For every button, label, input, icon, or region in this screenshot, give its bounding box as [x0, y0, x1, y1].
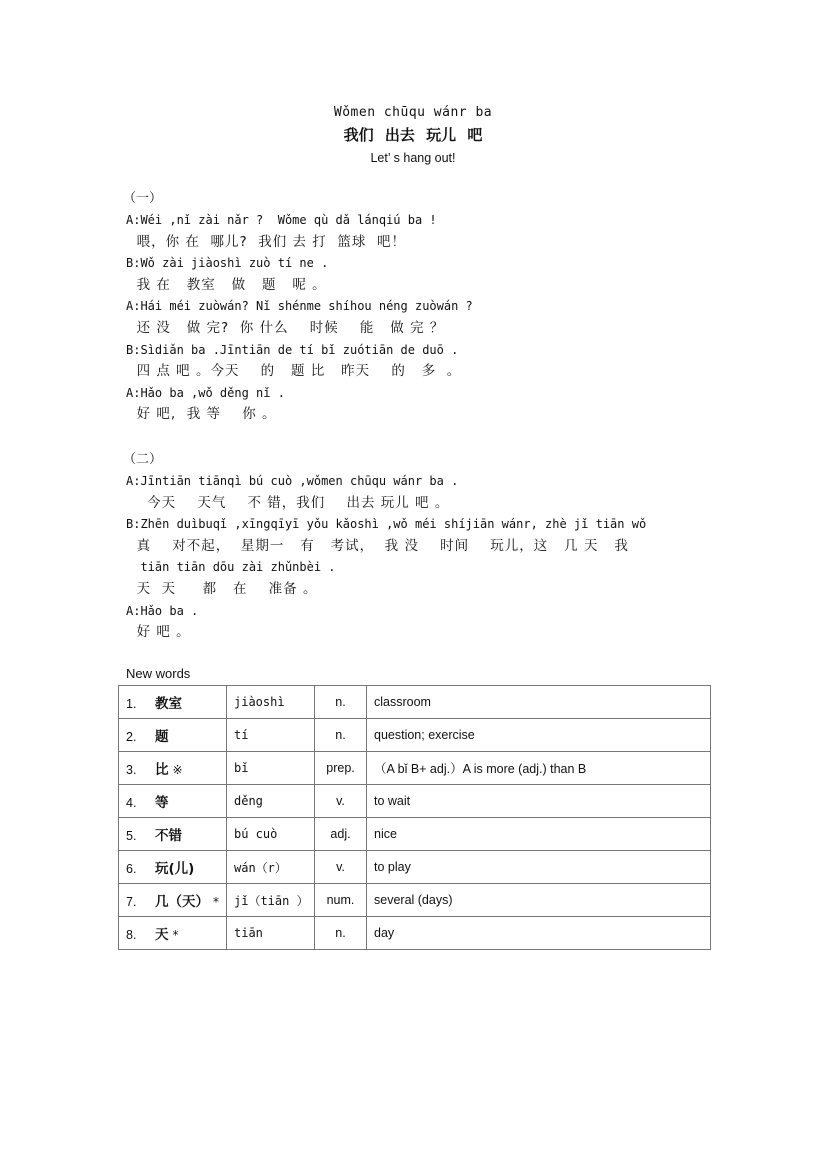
- word-part-of-speech: prep.: [315, 752, 367, 785]
- dialogue-pinyin-line: B:Sìdiǎn ba .Jīntiān de tí bǐ zuótiān de duō .: [126, 342, 459, 357]
- title-english: Let’ s hang out!: [370, 151, 456, 165]
- word-pinyin: wán（r）: [227, 851, 315, 884]
- word-hanzi: 教室: [155, 696, 182, 712]
- word-meaning: to play: [367, 851, 711, 884]
- word-mark: ※: [172, 763, 183, 777]
- dialogue-hanzi-line: 四 点 吧 。今天 的 题 比 昨天 的 多 。: [126, 363, 462, 380]
- word-pinyin: bú cuò: [227, 818, 315, 851]
- word-hanzi: 题: [155, 729, 169, 745]
- dialogue-two-label: （二）: [123, 452, 163, 467]
- word-number: 8.: [126, 928, 137, 942]
- word-cell: [119, 752, 227, 785]
- word-cell: [119, 785, 227, 818]
- word-hanzi: 不错: [155, 828, 182, 844]
- word-number: 1.: [126, 697, 137, 711]
- title-chinese: 我们 出去 玩儿 吧: [343, 126, 483, 144]
- word-meaning: several (days): [367, 884, 711, 917]
- dialogue-pinyin-line: B:Wǒ zài jiàoshì zuò tí ne .: [126, 256, 329, 271]
- word-row: [119, 752, 711, 785]
- word-number: 5.: [126, 829, 137, 843]
- word-cell: [119, 686, 227, 719]
- dialogue-pinyin-line: A:Hǎo ba ,wǒ děng nǐ .: [126, 385, 285, 400]
- word-part-of-speech: num.: [315, 884, 367, 917]
- word-number: 4.: [126, 796, 137, 810]
- word-cell: [119, 818, 227, 851]
- new-words-label: New words: [126, 666, 191, 681]
- dialogue-two: [123, 449, 686, 644]
- word-part-of-speech: adj.: [315, 818, 367, 851]
- word-meaning: to wait: [367, 785, 711, 818]
- lesson-title-block: [0, 103, 826, 169]
- word-part-of-speech: v.: [315, 851, 367, 884]
- dialogue-hanzi-line: 今天 天气 不 错，我们 出去 玩儿 吧 。: [126, 494, 450, 511]
- word-pinyin: bǐ: [227, 752, 315, 785]
- dialogue-pinyin-line: B:Zhēn duìbuqǐ ,xīngqīyī yǒu kǎoshì ,wǒ méi shíjiān wánr, zhè jǐ tiān wǒ: [126, 517, 647, 532]
- word-cell: [119, 719, 227, 752]
- dialogue-hanzi-line: 天 天 都 在 准备 。: [126, 580, 318, 597]
- word-meaning: （A bǐ B+ adj.）A is more (adj.) than B: [367, 752, 711, 785]
- dialogue-hanzi-line: 喂，你 在 哪儿? 我们 去 打 篮球 吧！: [126, 233, 406, 250]
- word-number: 3.: [126, 763, 137, 777]
- dialogue-hanzi-line: 好 吧 。: [126, 624, 191, 641]
- word-hanzi: 玩(儿): [155, 861, 195, 877]
- word-row: [119, 818, 711, 851]
- word-number: 6.: [126, 862, 137, 876]
- dialogue-one-label: （一）: [123, 191, 163, 206]
- word-number: 7.: [126, 895, 137, 909]
- word-row: [119, 917, 711, 950]
- dialogue-hanzi-line: 真 对不起， 星期一 有 考试， 我 没 时间 玩儿，这 几 天 我: [126, 537, 629, 554]
- word-pinyin: tiān: [227, 917, 315, 950]
- word-hanzi: 比: [155, 762, 169, 778]
- dialogue-pinyin-line: A:Jīntiān tiānqì bú cuò ,wǒmen chūqu wánr ba .: [126, 474, 459, 488]
- word-mark: *: [213, 895, 219, 909]
- word-part-of-speech: n.: [315, 719, 367, 752]
- word-cell: [119, 851, 227, 884]
- word-cell: [119, 917, 227, 950]
- word-part-of-speech: n.: [315, 917, 367, 950]
- word-pinyin: jiàoshì: [227, 686, 315, 719]
- dialogue-hanzi-line: 还 没 做 完? 你 什么 时候 能 做 完 ？: [126, 319, 445, 336]
- dialogue-hanzi-line: 我 在 教室 做 题 呢 。: [126, 276, 327, 293]
- word-row: [119, 686, 711, 719]
- word-number: 2.: [126, 730, 137, 744]
- dialogue-pinyin-line: A:Wéi ,nǐ zài nǎr ? Wǒme qù dǎ lánqiú ba !: [126, 213, 437, 227]
- word-hanzi: 几（天）: [155, 894, 209, 910]
- word-pinyin: děng: [227, 785, 315, 818]
- word-pinyin: jǐ（tiān ）: [227, 884, 315, 917]
- dialogue-pinyin-line: A:Hǎo ba .: [126, 603, 199, 618]
- word-mark: *: [172, 928, 179, 942]
- word-row: [119, 851, 711, 884]
- dialogue-pinyin-line: tiān tiān dōu zài zhǔnbèi .: [126, 560, 336, 575]
- word-part-of-speech: n.: [315, 686, 367, 719]
- word-meaning: day: [367, 917, 711, 950]
- word-pinyin: tí: [227, 719, 315, 752]
- word-row: [119, 785, 711, 818]
- dialogue-one: [123, 188, 686, 426]
- word-row: [119, 884, 711, 917]
- dialogue-pinyin-line: A:Hái méi zuòwán? Nǐ shénme shíhou néng zuòwán ?: [126, 299, 473, 314]
- word-row: [119, 719, 711, 752]
- word-part-of-speech: v.: [315, 785, 367, 818]
- new-words-table: [118, 685, 711, 950]
- word-hanzi: 等: [155, 795, 169, 811]
- word-meaning: classroom: [367, 686, 711, 719]
- word-meaning: question; exercise: [367, 719, 711, 752]
- word-meaning: nice: [367, 818, 711, 851]
- dialogue-hanzi-line: 好 吧, 我 等 你 。: [126, 406, 277, 423]
- word-hanzi: 天: [155, 927, 169, 943]
- word-cell: [119, 884, 227, 917]
- title-pinyin: Wǒmen chūqu wánr ba: [333, 105, 493, 120]
